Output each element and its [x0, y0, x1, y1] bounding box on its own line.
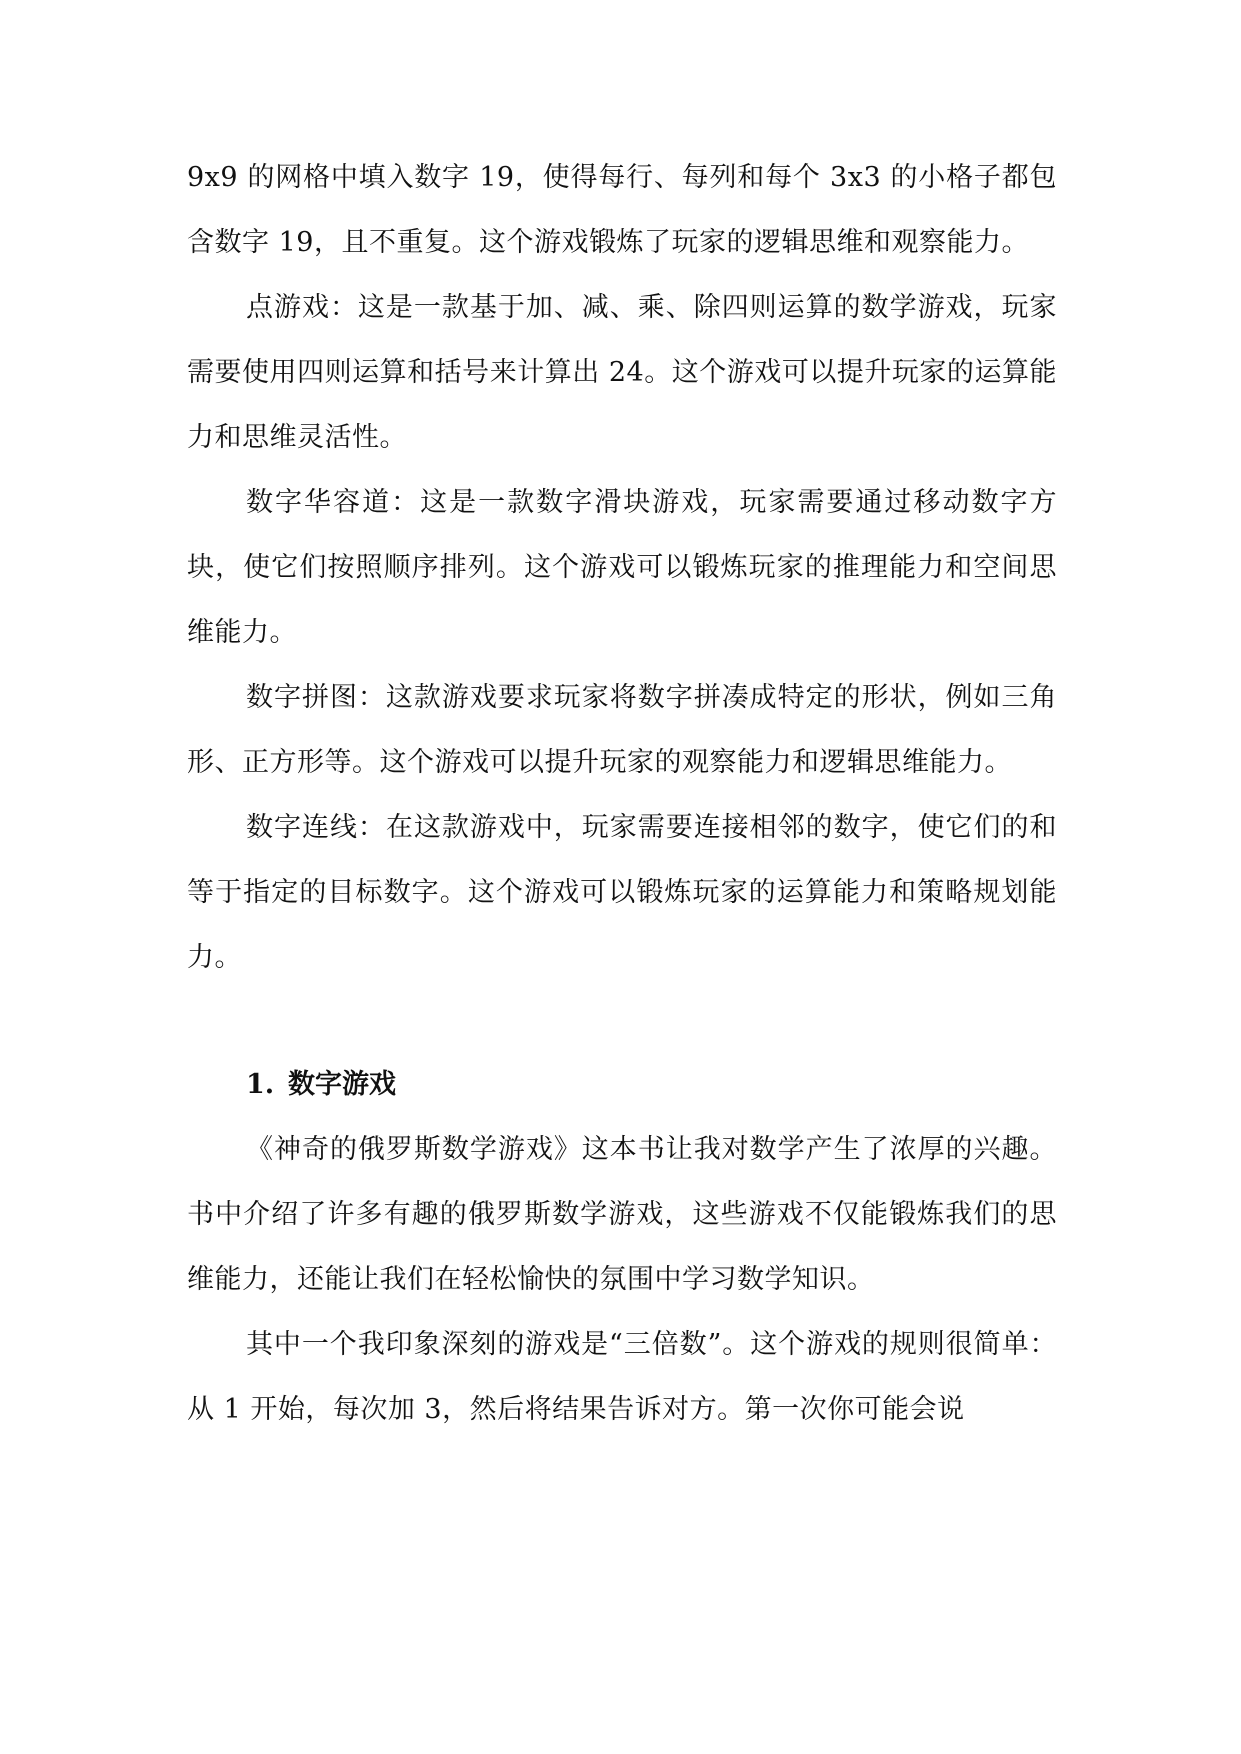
paragraph-number-link: 数字连线：在这款游戏中，玩家需要连接相邻的数字，使它们的和等于指定的目标数字。这个游戏可以锻炼玩家的运算能力和策略规划能力。 [187, 812, 1057, 973]
document-body [187, 145, 1057, 1442]
section-title: 数字游戏 [288, 1069, 396, 1100]
paragraph-number-puzzle: 数字拼图：这款游戏要求玩家将数字拼凑成特定的形状，例如三角形、正方形等。这个游戏可以提升玩家的观察能力和逻辑思维能力。 [187, 682, 1057, 778]
paragraph-number-klotski: 数字华容道：这是一款数字滑块游戏，玩家需要通过移动数字方块，使它们按照顺序排列。这个游戏可以锻炼玩家的推理能力和空间思维能力。 [187, 487, 1057, 648]
paragraph-book-intro: 《神奇的俄罗斯数学游戏》这本书让我对数学产生了浓厚的兴趣。书中介绍了许多有趣的俄罗斯数学游戏，这些游戏不仅能锻炼我们的思维能力，还能让我们在轻松愉快的氛围中学习数学知识。 [187, 1134, 1057, 1295]
section-number: 1. [246, 1069, 275, 1100]
paragraph-24-point-game: 点游戏：这是一款基于加、减、乘、除四则运算的数学游戏，玩家需要使用四则运算和括号来计算出 24。这个游戏可以提升玩家的运算能力和思维灵活性。 [187, 292, 1057, 453]
paragraph-sudoku-continuation: 9x9 的网格中填入数字 19，使得每行、每列和每个 3x3 的小格子都包含数字 19，且不重复。这个游戏锻炼了玩家的逻辑思维和观察能力。 [187, 162, 1057, 258]
section-heading [187, 1052, 1057, 1117]
paragraph-triple-number-game: 其中一个我印象深刻的游戏是“三倍数”。这个游戏的规则很简单：从 1 开始，每次加 3，然后将结果告诉对方。第一次你可能会说 [187, 1329, 1057, 1425]
